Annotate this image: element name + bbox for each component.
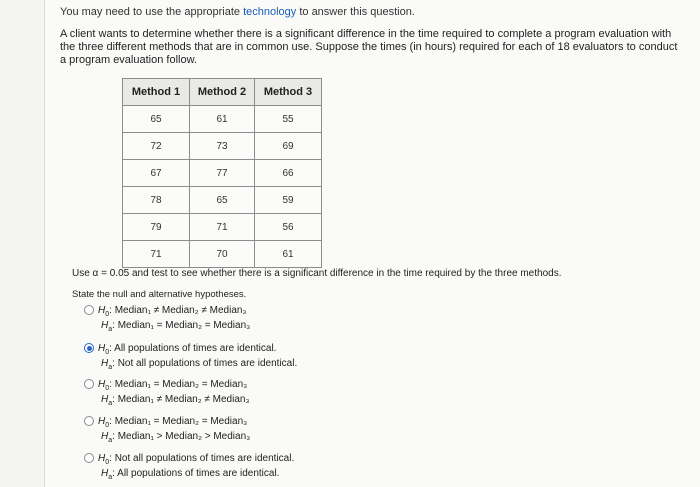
intro-prefix: You may need to use the appropriate — [60, 6, 244, 18]
table-cell: 70 — [190, 241, 255, 268]
table-cell: 72 — [123, 133, 190, 160]
ha-subscript: a — [108, 400, 113, 407]
null-hypothesis — [98, 343, 276, 354]
h0-text: : Median₁ ≠ Median₂ ≠ Median₃ — [109, 305, 247, 316]
radio-button-selected[interactable] — [84, 343, 94, 353]
alternative-hypothesis — [101, 468, 279, 479]
instruction-text: Use α = 0.05 and test to see whether there is a significant difference in the time required by the three methods. — [72, 268, 562, 279]
table-cell: 69 — [255, 133, 322, 160]
ha-subscript: a — [108, 437, 113, 444]
h0-subscript: 0 — [105, 349, 110, 356]
data-table — [122, 78, 322, 268]
ha-label: H — [101, 468, 109, 479]
alternative-hypothesis — [101, 431, 250, 442]
table-row — [123, 241, 322, 268]
h0-subscript: 0 — [105, 422, 110, 429]
table-cell: 59 — [255, 187, 322, 214]
radio-button[interactable] — [84, 416, 94, 426]
h0-text: : All populations of times are identical. — [109, 343, 277, 354]
ha-subscript: a — [108, 364, 113, 371]
table-cell: 61 — [255, 241, 322, 268]
radio-button[interactable] — [84, 453, 94, 463]
column-header: Method 3 — [255, 79, 322, 106]
column-header: Method 1 — [123, 79, 190, 106]
ha-label: H — [101, 431, 109, 442]
h0-text: : Not all populations of times are identical. — [109, 453, 295, 464]
table-row — [123, 160, 322, 187]
table-cell: 78 — [123, 187, 190, 214]
ha-text: : All populations of times are identical. — [112, 468, 280, 479]
null-hypothesis — [98, 453, 294, 464]
table-cell: 61 — [190, 106, 255, 133]
column-header: Method 2 — [190, 79, 255, 106]
hypothesis-option-c[interactable] — [84, 377, 250, 407]
table-row — [123, 106, 322, 133]
null-hypothesis — [98, 416, 247, 427]
table-header-row — [123, 79, 322, 106]
alternative-hypothesis — [101, 394, 250, 405]
ha-text: : Not all populations of times are identical. — [112, 358, 298, 369]
ha-label: H — [101, 358, 109, 369]
h0-label: H — [98, 343, 106, 354]
alternative-hypothesis — [101, 320, 250, 331]
table-row — [123, 214, 322, 241]
hypothesis-option-a[interactable] — [84, 303, 250, 333]
radio-button[interactable] — [84, 305, 94, 315]
table-cell: 65 — [190, 187, 255, 214]
ha-text: : Median₁ > Median₂ > Median₃ — [112, 431, 251, 442]
table-cell: 55 — [255, 106, 322, 133]
ha-label: H — [101, 394, 109, 405]
table-cell: 65 — [123, 106, 190, 133]
table-cell: 66 — [255, 160, 322, 187]
alternative-hypothesis — [101, 358, 297, 369]
h0-subscript: 0 — [105, 459, 110, 466]
hypothesis-option-b[interactable] — [84, 341, 297, 371]
table-cell: 56 — [255, 214, 322, 241]
table-cell: 67 — [123, 160, 190, 187]
ha-text: : Median₁ = Median₂ = Median₃ — [112, 320, 251, 331]
h0-label: H — [98, 379, 106, 390]
intro-text — [60, 6, 415, 18]
h0-text: : Median₁ = Median₂ = Median₃ — [109, 416, 248, 427]
hypothesis-option-e[interactable] — [84, 451, 294, 481]
ha-label: H — [101, 320, 109, 331]
table-cell: 79 — [123, 214, 190, 241]
prompt-text: State the null and alternative hypotheses. — [72, 289, 247, 300]
hypothesis-option-d[interactable] — [84, 414, 250, 444]
null-hypothesis — [98, 379, 247, 390]
table-row — [123, 187, 322, 214]
h0-label: H — [98, 453, 106, 464]
question-text: A client wants to determine whether there is a significant difference in the time required to complete a program evaluation with the three different methods that are in common use. Suppose the times (in hours) required for each of 18 evaluators to conduct a program evaluation follow. — [60, 28, 678, 66]
table-cell: 71 — [190, 214, 255, 241]
technology-link[interactable]: technology — [243, 6, 297, 18]
table-row — [123, 133, 322, 160]
table-cell: 77 — [190, 160, 255, 187]
h0-subscript: 0 — [105, 385, 110, 392]
h0-label: H — [98, 416, 106, 427]
intro-suffix: to answer this question. — [296, 6, 415, 18]
h0-subscript: 0 — [105, 311, 110, 318]
ha-subscript: a — [108, 326, 113, 333]
h0-text: : Median₁ = Median₂ = Median₃ — [109, 379, 248, 390]
h0-label: H — [98, 305, 106, 316]
table-cell: 71 — [123, 241, 190, 268]
null-hypothesis — [98, 305, 247, 316]
ha-subscript: a — [108, 474, 113, 481]
radio-button[interactable] — [84, 379, 94, 389]
table-cell: 73 — [190, 133, 255, 160]
ha-text: : Median₁ ≠ Median₂ ≠ Median₃ — [112, 394, 250, 405]
